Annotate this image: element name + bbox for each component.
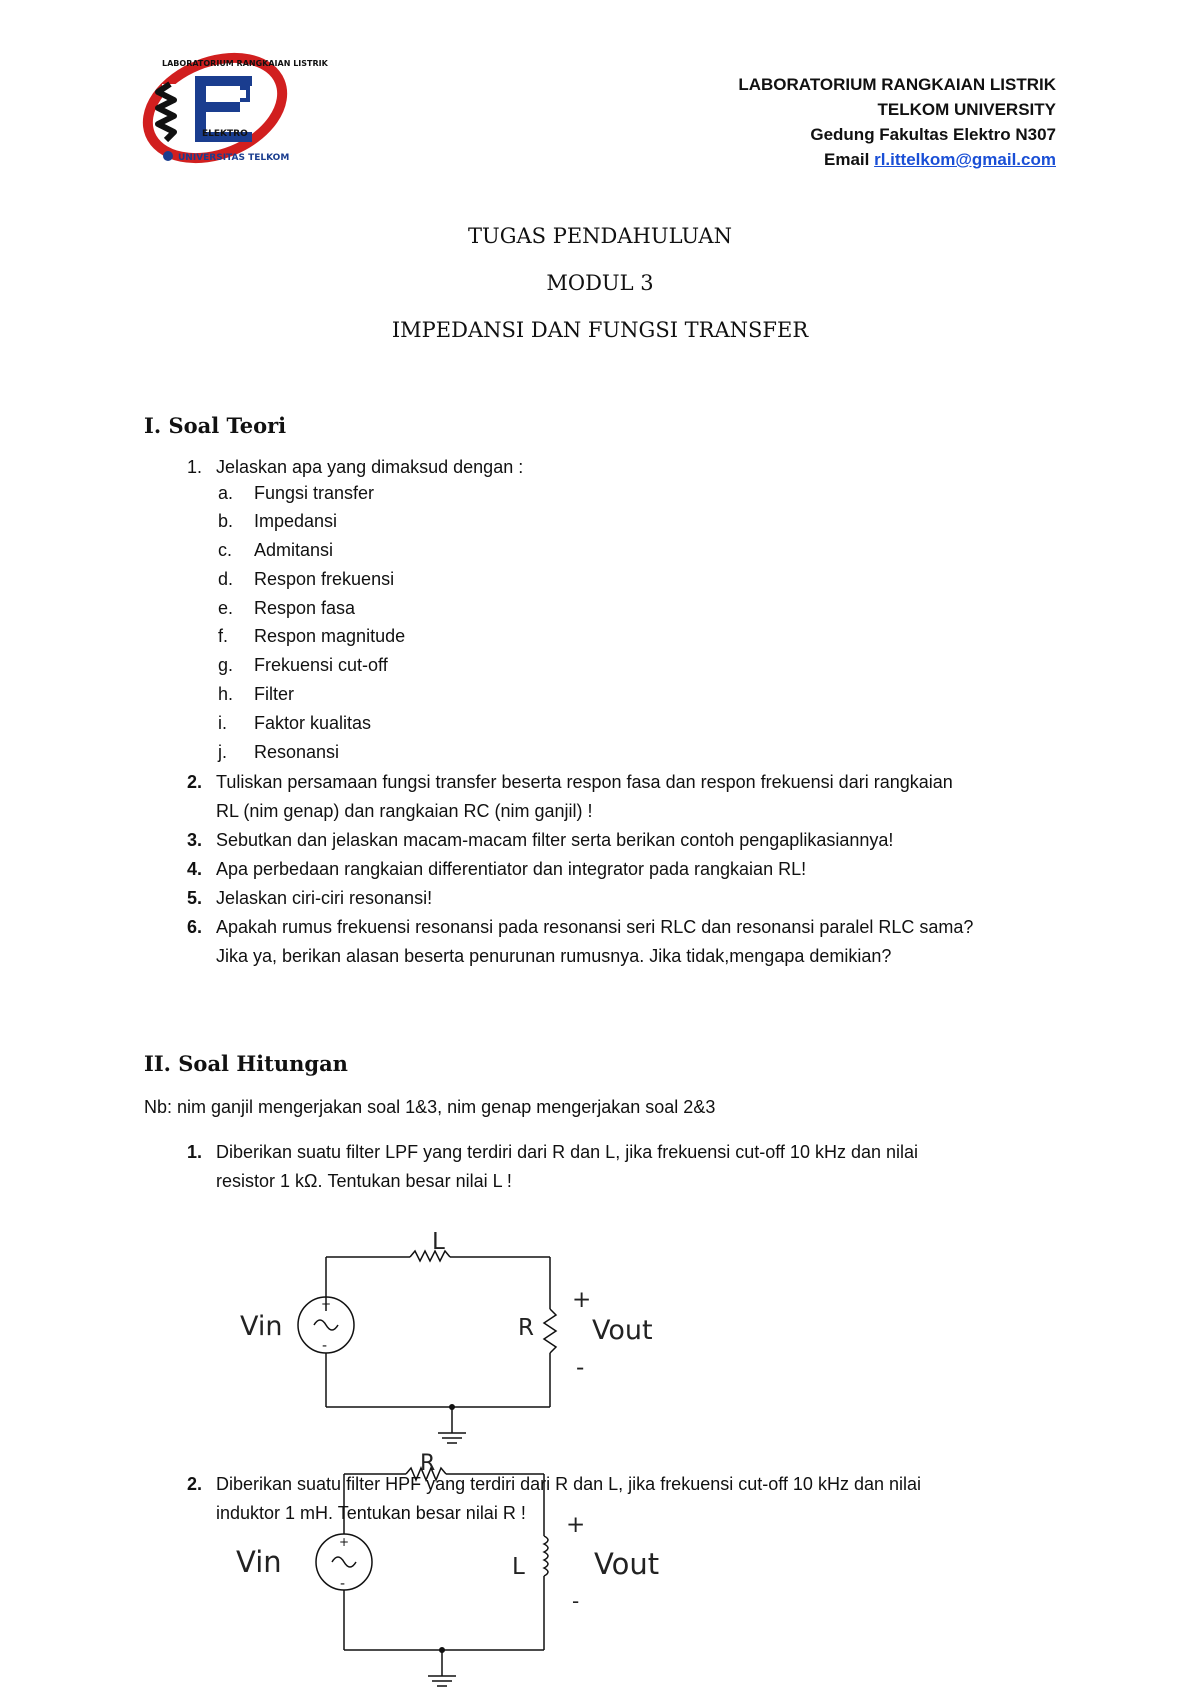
title-line-2: MODUL 3	[546, 271, 654, 295]
theory-question-6: 6. Apakah rumus frekuensi resonansi pada resonansi seri RLC dan resonansi paralel RLC sama? Jika ya, berikan alasan beserta penurunan rumusnya. Jika tidak,mengapa demikian?	[186, 917, 974, 966]
inductor-label: L	[432, 1229, 445, 1255]
header-info	[738, 72, 1056, 172]
email-label: Email	[824, 150, 870, 169]
vout-minus-label: -	[576, 1355, 585, 1381]
source-plus-label: +	[321, 1297, 332, 1311]
logo-bottom-text: UNIVERSITAS TELKOM	[178, 153, 290, 163]
vout-plus-label: +	[566, 1512, 586, 1538]
vout-label: Vout	[592, 1315, 653, 1346]
logo-middle-text: ELEKTRO	[202, 129, 248, 139]
inductor-label: L	[512, 1554, 525, 1580]
theory-question-2: 2. Tuliskan persamaan fungsi transfer beserta respon fasa dan respon frekuensi dari rangkaian RL (nim genap) dan rangkaian RC (nim ganjil) !	[186, 772, 953, 821]
vout-plus-label: +	[572, 1287, 592, 1313]
vin-label: Vin	[240, 1311, 283, 1342]
document-title	[0, 224, 1200, 365]
title-line-3: IMPEDANSI DAN FUNGSI TRANSFER	[391, 318, 809, 342]
lab-logo	[140, 44, 328, 174]
logo-top-text: LABORATORIUM RANGKAIAN LISTRIK	[162, 59, 328, 68]
calc-question-1: 1. Diberikan suatu filter LPF yang terdiri dari R dan L, jika frekuensi cut-off 10 kHz dan nilai resistor 1 kΩ. Tentukan besar nilai L !	[186, 1142, 919, 1191]
title-line-1: TUGAS PENDAHULUAN	[468, 224, 732, 248]
theory-question-4: 4. Apa perbedaan rangkaian differentiator dan integrator pada rangkaian RL!	[186, 859, 807, 879]
section-2-heading: II. Soal Hitungan	[144, 1051, 348, 1076]
source-minus-label: -	[322, 1338, 328, 1354]
circuit-diagram-1	[220, 1215, 680, 1455]
question-number: 1.	[186, 457, 202, 477]
theory-question-5: 5. Jelaskan ciri-ciri resonansi!	[186, 888, 433, 908]
vin-label: Vin	[236, 1545, 282, 1579]
vout-label: Vout	[594, 1547, 660, 1581]
source-minus-label: -	[340, 1576, 346, 1592]
vout-minus-label: -	[572, 1589, 580, 1613]
source-plus-label: +	[339, 1535, 350, 1549]
resistor-label: R	[518, 1315, 534, 1341]
theory-question-1	[180, 453, 1080, 483]
question-text: Jelaskan apa yang dimaksud dengan :	[216, 457, 524, 477]
theory-question-3: 3. Sebutkan dan jelaskan macam-macam filter serta berikan contoh pengaplikasiannya!	[186, 830, 894, 850]
university-name: TELKOM UNIVERSITY	[877, 100, 1056, 119]
email-line	[738, 147, 1056, 172]
email-link[interactable]: rl.ittelkom@gmail.com	[874, 150, 1056, 169]
lab-name: LABORATORIUM RANGKAIAN LISTRIK	[738, 75, 1056, 94]
building: Gedung Fakultas Elektro N307	[810, 125, 1056, 144]
section-2-note: Nb: nim ganjil mengerjakan soal 1&3, nim genap mengerjakan soal 2&3	[144, 1097, 716, 1117]
calc-question-2: 2. Diberikan suatu filter HPF yang terdiri dari R dan L, jika frekuensi cut-off 10 kHz dan nilai induktor 1 mH. Tentukan besar nilai R !	[186, 1474, 921, 1523]
section-1-heading: I. Soal Teori	[144, 413, 287, 438]
resistor-label: R	[420, 1451, 436, 1476]
